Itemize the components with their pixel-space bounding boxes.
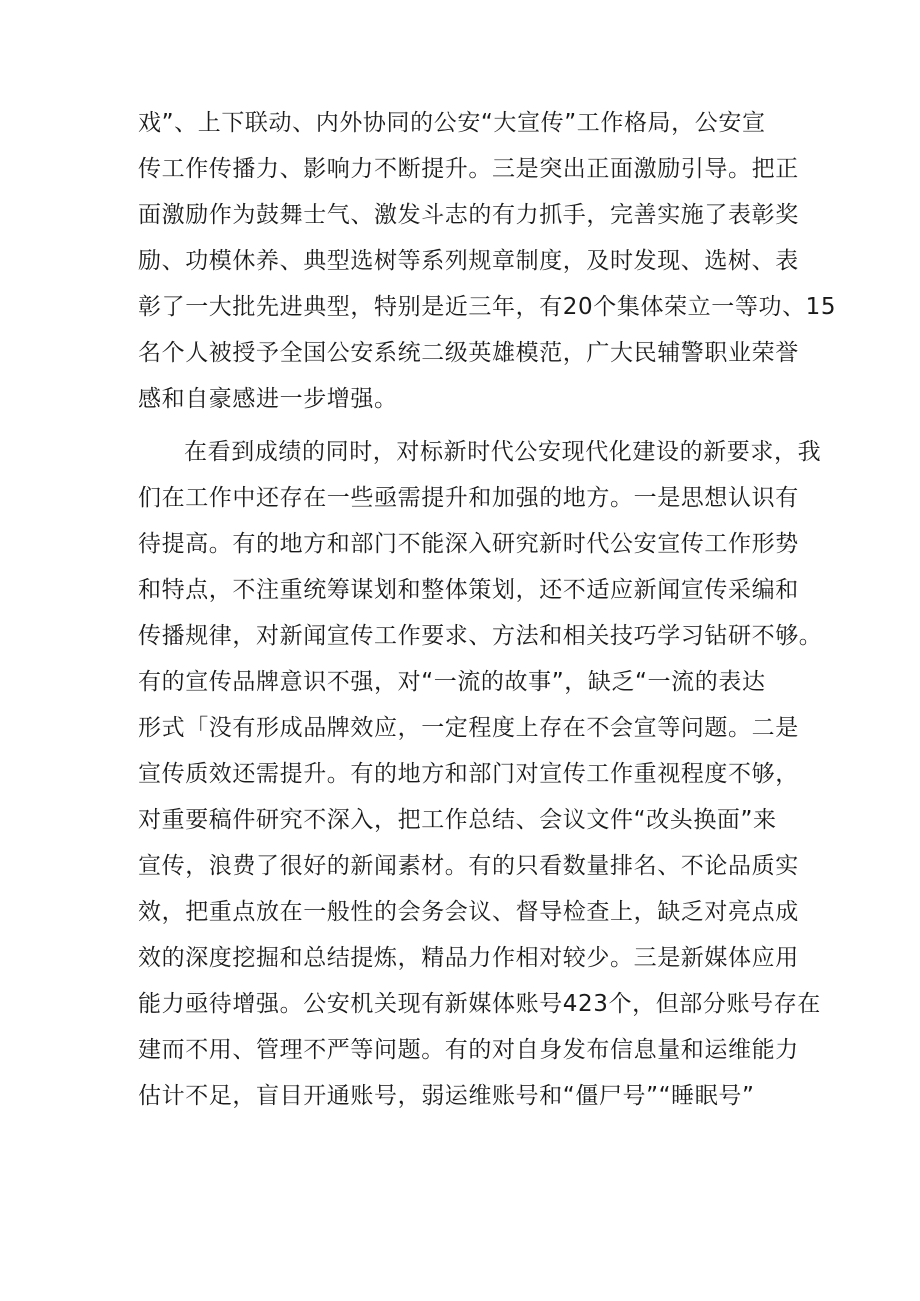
text-line: 宣传质效还需提升。有的地方和部门对宣传工作重视程度不够， xyxy=(138,761,799,787)
text-line: 面激励作为鼓舞士气、激发斗志的有力抓手，完善实施了表彰奖 xyxy=(138,202,799,228)
text-line: 名个人被授予全国公安系统二级英雄模范，广大民辅警职业荣誉 xyxy=(138,340,799,366)
text-line: 宣传，浪费了很好的新闻素材。有的只看数量排名、不论品质实 xyxy=(138,853,799,879)
text-line: 对重要稿件研究不深入，把工作总结、会议文件“改头换面”来 xyxy=(138,807,777,833)
paragraph-1 xyxy=(138,100,837,422)
text-line: 感和自豪感进一步增强。 xyxy=(138,386,398,412)
text-line: 戏”、上下联动、内外协同的公安“大宣传”工作格局，公安宣 xyxy=(138,110,766,136)
text-line: 能力亟待增强。公安机关现有新媒体账号423个，但部分账号存在 xyxy=(138,991,821,1017)
text-line: 形式「没有形成品牌效应，一定程度上存在不会宣等问题。二是 xyxy=(138,715,799,741)
text-line: 待提高。有的地方和部门不能深入研究新时代公安宣传工作形势 xyxy=(138,531,799,557)
text-line: 建而不用、管理不严等问题。有的对自身发布信息量和运维能力 xyxy=(138,1037,799,1063)
text-line: 励、功模休养、典型选树等系列规章制度，及时发现、选树、表 xyxy=(138,248,799,274)
document-body xyxy=(138,100,837,1119)
text-line: 彰了一大批先进典型，特别是近三年，有20个集体荣立一等功、15 xyxy=(138,294,837,320)
text-line: 估计不足，盲目开通账号，弱运维账号和“僵尸号”“睡眠号” xyxy=(138,1083,755,1109)
text-line: 和特点，不注重统筹谋划和整体策划，还不适应新闻宣传采编和 xyxy=(138,577,799,603)
text-line: 效的深度挖掘和总结提炼，精品力作相对较少。三是新媒体应用 xyxy=(138,945,799,971)
text-line: 传工作传播力、影响力不断提升。三是突出正面激励引导。把正 xyxy=(138,156,799,182)
text-line: 有的宣传品牌意识不强，对“一流的故事”，缺乏“一流的表达 xyxy=(138,669,766,695)
text-line: 效，把重点放在一般性的会务会议、督导检查上，缺乏对亮点成 xyxy=(138,899,799,925)
paragraph-2 xyxy=(138,429,823,1119)
text-line-indented: 在看到成绩的同时，对标新时代公安现代化建设的新要求，我 xyxy=(184,439,822,465)
text-line: 传播规律，对新闻宣传工作要求、方法和相关技巧学习钻研不够。 xyxy=(138,623,823,649)
text-line: 们在工作中还存在一些亟需提升和加强的地方。一是思想认识有 xyxy=(138,485,799,511)
